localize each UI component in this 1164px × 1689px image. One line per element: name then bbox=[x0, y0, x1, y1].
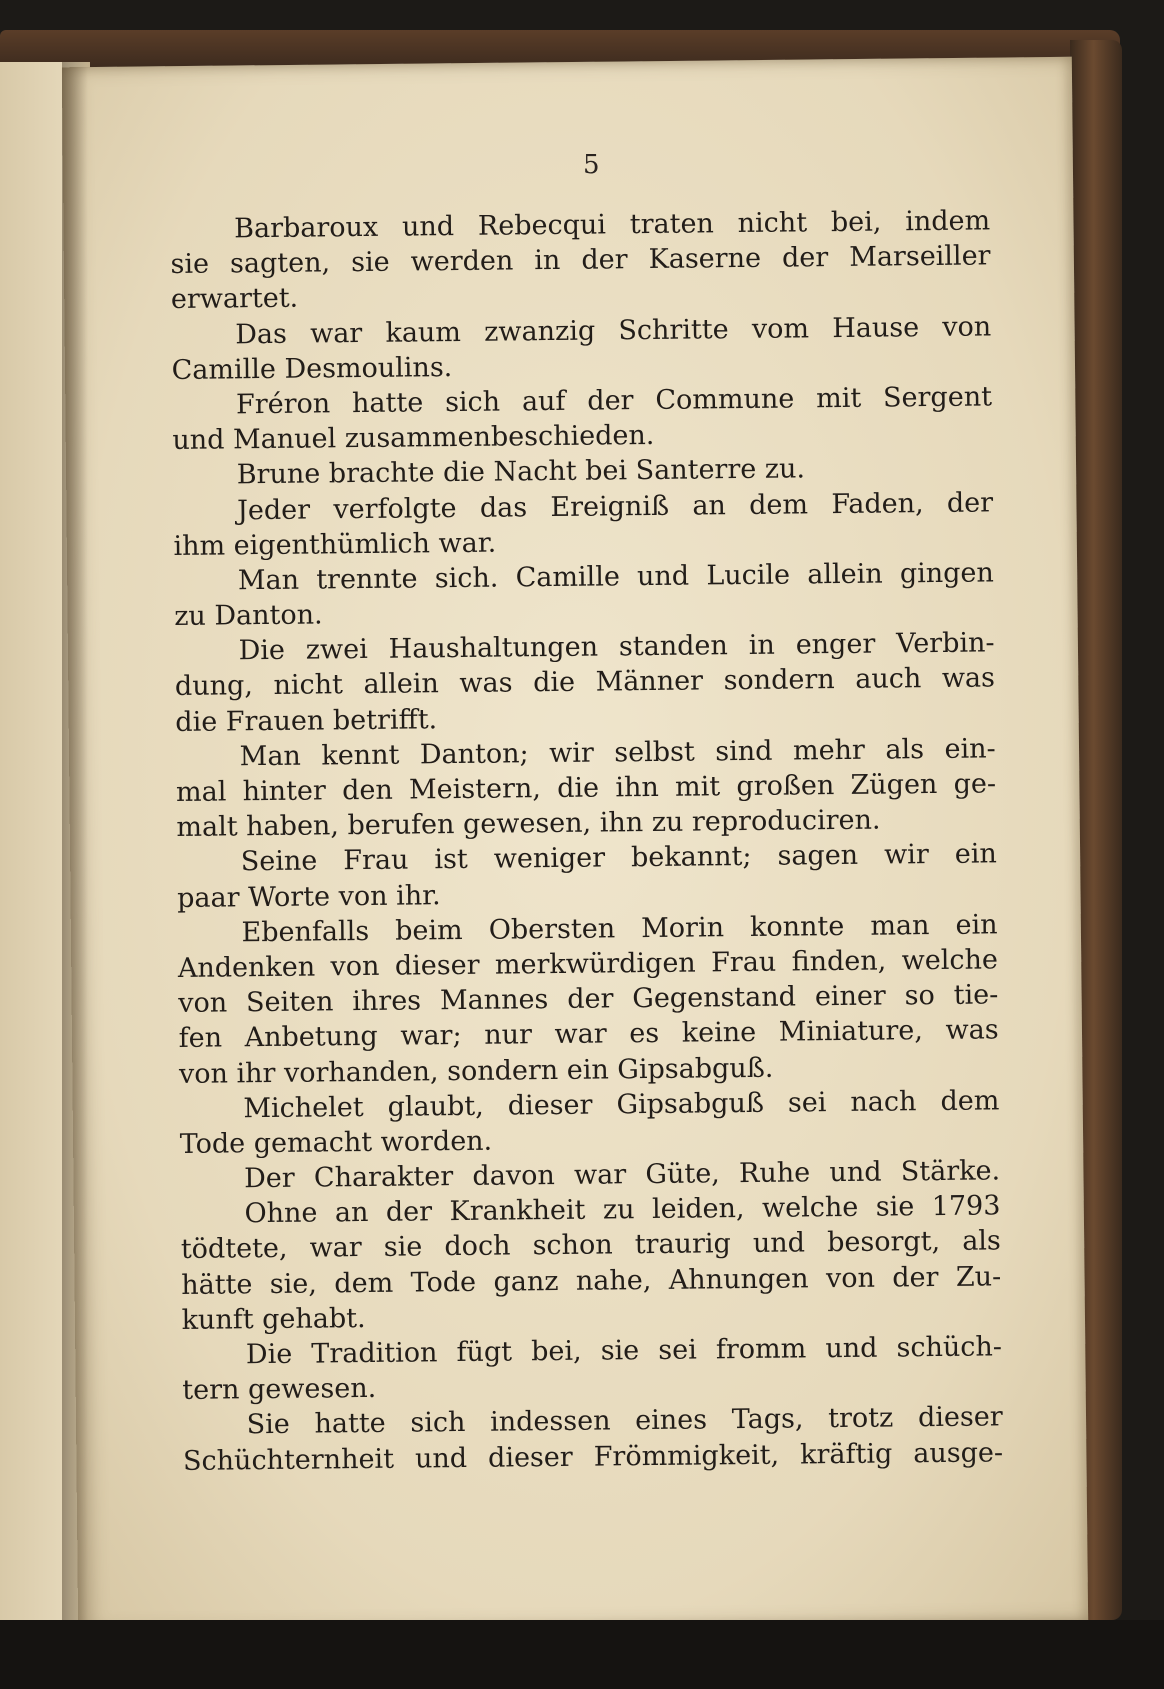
text-line: mal hinter den Meistern, die ihn mit großen Zügen ge- bbox=[175, 768, 997, 808]
text-line: Michelet glaubt, dieser Gipsabguß sei nach dem bbox=[243, 1085, 1000, 1124]
text-line: Jeder verfolgte das Ereigniß an dem Faden, der bbox=[236, 486, 994, 526]
text-line: erwartet. bbox=[170, 283, 299, 316]
text-line: und Manuel zusammenbeschieden. bbox=[172, 420, 655, 457]
bottom-edge bbox=[0, 1620, 1164, 1689]
text-line: Camille Desmoulins. bbox=[171, 351, 453, 386]
text-line: Fréron hatte sich auf der Commune mit Sergent bbox=[235, 381, 993, 421]
text-line: sie sagten, sie werden in der Kaserne der Marseiller bbox=[170, 240, 991, 281]
text-line: zu Danton. bbox=[174, 599, 323, 633]
text-line: Man kennt Danton; wir selbst sind mehr als ein- bbox=[239, 733, 996, 773]
text-line: Schüchternheit und dieser Frömmigkeit, kräftig ausge- bbox=[182, 1436, 1004, 1477]
text-line: Die zwei Haushaltungen standen in enger Verbin- bbox=[238, 627, 995, 667]
gutter-shadow bbox=[62, 62, 88, 1627]
text-line: tödtete, war sie doch schon traurig und besorgt, als bbox=[180, 1225, 1001, 1266]
text-line: dung, nicht allein was die Männer sondern auch was bbox=[174, 662, 996, 703]
text-line: Ohne an der Krankheit zu leiden, welche sie 1793 bbox=[244, 1190, 1001, 1230]
text-line: Barbaroux und Rebecqui traten nicht bei, indem bbox=[234, 205, 991, 245]
text-line: paar Worte von ihr. bbox=[177, 879, 441, 914]
text-line: Seine Frau ist weniger bekannt; sagen wir ein bbox=[240, 838, 997, 878]
text-line: von Seiten ihres Mannes der Gegenstand einer so tie- bbox=[178, 979, 999, 1020]
body-text bbox=[170, 203, 1003, 1478]
text-line: Ebenfalls beim Obersten Morin konnte man ein bbox=[241, 909, 998, 949]
text-line: Sie hatte sich indessen eines Tags, trotz dieser bbox=[246, 1401, 1003, 1441]
text-line: Der Charakter davon war Güte, Ruhe und Stärke. bbox=[243, 1155, 1001, 1195]
page-number: 5 bbox=[583, 150, 600, 180]
text-line: von ihr vorhanden, sondern ein Gipsabguß. bbox=[178, 1052, 774, 1090]
text-line: Das war kaum zwanzig Schritte vom Hause von bbox=[235, 310, 992, 350]
text-line: hätte sie, dem Tode ganz nahe, Ahnungen von der Zu- bbox=[181, 1260, 1002, 1301]
text-line: kunft gehabt. bbox=[181, 1302, 366, 1336]
text-line: fen Anbetung war; nur war es keine Miniature, was bbox=[178, 1014, 999, 1055]
text-line: tern gewesen. bbox=[182, 1373, 377, 1407]
text-line: Man trennte sich. Camille und Lucile allein gingen bbox=[237, 557, 994, 597]
text-line: Andenken von dieser merkwürdigen Frau finden, welche bbox=[177, 944, 999, 984]
text-line: Die Tradition fügt bei, sie sei fromm und schüch- bbox=[245, 1331, 1003, 1371]
text-line: die Frauen betrifft. bbox=[175, 703, 438, 738]
text-line: Brune brachte die Nacht bei Santerre zu. bbox=[236, 453, 806, 491]
text-line: Tode gemacht worden. bbox=[179, 1125, 493, 1160]
text-line: ihm eigenthümlich war. bbox=[173, 527, 497, 562]
text-line: malt haben, berufen gewesen, ihn zu reproduciren. bbox=[176, 804, 881, 844]
